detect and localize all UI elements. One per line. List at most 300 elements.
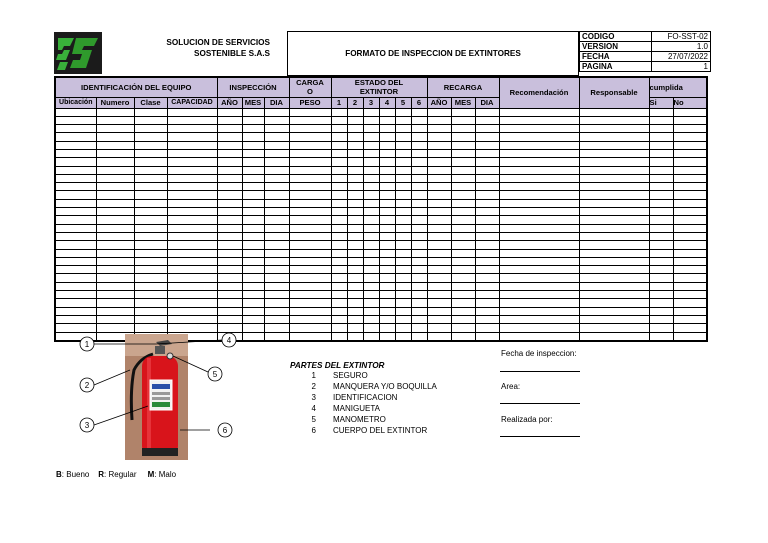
- table-cell[interactable]: [363, 241, 379, 249]
- table-cell[interactable]: [649, 174, 673, 182]
- table-cell[interactable]: [395, 174, 411, 182]
- table-cell[interactable]: [242, 149, 264, 157]
- table-cell[interactable]: [411, 141, 427, 149]
- table-cell[interactable]: [134, 208, 167, 216]
- table-cell[interactable]: [217, 291, 242, 299]
- table-cell[interactable]: [242, 282, 264, 290]
- table-cell[interactable]: [649, 116, 673, 124]
- table-cell[interactable]: [395, 141, 411, 149]
- table-cell[interactable]: [347, 249, 363, 257]
- table-cell[interactable]: [331, 307, 347, 315]
- table-cell[interactable]: [475, 249, 499, 257]
- table-cell[interactable]: [217, 174, 242, 182]
- table-cell[interactable]: [96, 183, 134, 191]
- table-cell[interactable]: [395, 232, 411, 240]
- table-cell[interactable]: [134, 282, 167, 290]
- table-cell[interactable]: [411, 257, 427, 265]
- table-cell[interactable]: [379, 332, 395, 341]
- table-cell[interactable]: [167, 299, 217, 307]
- table-cell[interactable]: [55, 216, 96, 224]
- table-cell[interactable]: [673, 249, 707, 257]
- table-cell[interactable]: [347, 166, 363, 174]
- table-cell[interactable]: [649, 324, 673, 332]
- table-cell[interactable]: [411, 307, 427, 315]
- table-cell[interactable]: [451, 108, 475, 116]
- table-cell[interactable]: [579, 307, 649, 315]
- table-cell[interactable]: [673, 133, 707, 141]
- table-cell[interactable]: [96, 315, 134, 323]
- table-cell[interactable]: [579, 274, 649, 282]
- table-cell[interactable]: [363, 249, 379, 257]
- table-cell[interactable]: [331, 216, 347, 224]
- table-cell[interactable]: [395, 208, 411, 216]
- table-cell[interactable]: [579, 299, 649, 307]
- table-cell[interactable]: [673, 307, 707, 315]
- table-cell[interactable]: [289, 183, 331, 191]
- table-cell[interactable]: [499, 149, 579, 157]
- table-cell[interactable]: [379, 241, 395, 249]
- table-cell[interactable]: [134, 232, 167, 240]
- table-cell[interactable]: [242, 125, 264, 133]
- table-cell[interactable]: [331, 141, 347, 149]
- table-cell[interactable]: [347, 141, 363, 149]
- table-cell[interactable]: [475, 332, 499, 341]
- table-cell[interactable]: [411, 158, 427, 166]
- table-cell[interactable]: [363, 315, 379, 323]
- table-cell[interactable]: [134, 108, 167, 116]
- table-cell[interactable]: [579, 249, 649, 257]
- table-cell[interactable]: [649, 282, 673, 290]
- table-cell[interactable]: [363, 282, 379, 290]
- table-cell[interactable]: [499, 241, 579, 249]
- table-cell[interactable]: [411, 174, 427, 182]
- table-cell[interactable]: [379, 199, 395, 207]
- table-cell[interactable]: [451, 232, 475, 240]
- table-cell[interactable]: [411, 249, 427, 257]
- table-cell[interactable]: [331, 291, 347, 299]
- table-cell[interactable]: [363, 324, 379, 332]
- table-cell[interactable]: [134, 191, 167, 199]
- table-cell[interactable]: [379, 216, 395, 224]
- table-cell[interactable]: [55, 141, 96, 149]
- table-cell[interactable]: [264, 158, 289, 166]
- table-cell[interactable]: [411, 133, 427, 141]
- table-cell[interactable]: [347, 282, 363, 290]
- table-cell[interactable]: [217, 224, 242, 232]
- table-cell[interactable]: [347, 291, 363, 299]
- table-cell[interactable]: [347, 332, 363, 341]
- table-cell[interactable]: [475, 315, 499, 323]
- table-cell[interactable]: [134, 299, 167, 307]
- table-cell[interactable]: [475, 257, 499, 265]
- table-cell[interactable]: [499, 183, 579, 191]
- table-cell[interactable]: [167, 257, 217, 265]
- table-cell[interactable]: [347, 232, 363, 240]
- table-cell[interactable]: [242, 291, 264, 299]
- table-cell[interactable]: [331, 282, 347, 290]
- table-cell[interactable]: [363, 174, 379, 182]
- table-cell[interactable]: [411, 232, 427, 240]
- table-cell[interactable]: [579, 191, 649, 199]
- table-cell[interactable]: [411, 183, 427, 191]
- table-cell[interactable]: [134, 315, 167, 323]
- table-cell[interactable]: [242, 257, 264, 265]
- table-cell[interactable]: [499, 166, 579, 174]
- table-cell[interactable]: [331, 332, 347, 341]
- table-cell[interactable]: [379, 232, 395, 240]
- table-cell[interactable]: [499, 257, 579, 265]
- table-cell[interactable]: [649, 274, 673, 282]
- table-cell[interactable]: [673, 332, 707, 341]
- table-cell[interactable]: [289, 266, 331, 274]
- table-cell[interactable]: [451, 216, 475, 224]
- table-cell[interactable]: [264, 266, 289, 274]
- table-cell[interactable]: [411, 149, 427, 157]
- table-cell[interactable]: [96, 125, 134, 133]
- table-cell[interactable]: [363, 141, 379, 149]
- table-cell[interactable]: [379, 183, 395, 191]
- table-cell[interactable]: [379, 141, 395, 149]
- table-cell[interactable]: [395, 216, 411, 224]
- table-cell[interactable]: [379, 299, 395, 307]
- table-cell[interactable]: [475, 307, 499, 315]
- table-cell[interactable]: [395, 241, 411, 249]
- table-cell[interactable]: [649, 232, 673, 240]
- table-cell[interactable]: [363, 108, 379, 116]
- table-cell[interactable]: [217, 216, 242, 224]
- table-cell[interactable]: [649, 216, 673, 224]
- table-cell[interactable]: [96, 166, 134, 174]
- table-cell[interactable]: [289, 199, 331, 207]
- table-cell[interactable]: [475, 324, 499, 332]
- table-cell[interactable]: [579, 266, 649, 274]
- table-cell[interactable]: [649, 241, 673, 249]
- table-cell[interactable]: [264, 141, 289, 149]
- table-cell[interactable]: [347, 266, 363, 274]
- table-cell[interactable]: [451, 141, 475, 149]
- table-cell[interactable]: [673, 149, 707, 157]
- table-cell[interactable]: [331, 208, 347, 216]
- table-cell[interactable]: [55, 158, 96, 166]
- table-cell[interactable]: [347, 199, 363, 207]
- table-cell[interactable]: [427, 282, 451, 290]
- table-cell[interactable]: [55, 257, 96, 265]
- table-cell[interactable]: [363, 133, 379, 141]
- table-cell[interactable]: [395, 291, 411, 299]
- table-cell[interactable]: [427, 274, 451, 282]
- table-cell[interactable]: [673, 266, 707, 274]
- table-cell[interactable]: [347, 133, 363, 141]
- table-cell[interactable]: [55, 208, 96, 216]
- table-cell[interactable]: [264, 249, 289, 257]
- table-cell[interactable]: [242, 274, 264, 282]
- table-cell[interactable]: [395, 199, 411, 207]
- table-cell[interactable]: [217, 133, 242, 141]
- table-cell[interactable]: [427, 216, 451, 224]
- table-cell[interactable]: [242, 166, 264, 174]
- table-cell[interactable]: [499, 108, 579, 116]
- table-cell[interactable]: [475, 191, 499, 199]
- table-cell[interactable]: [363, 307, 379, 315]
- table-cell[interactable]: [499, 216, 579, 224]
- table-cell[interactable]: [499, 274, 579, 282]
- table-cell[interactable]: [55, 315, 96, 323]
- table-cell[interactable]: [363, 199, 379, 207]
- table-cell[interactable]: [395, 158, 411, 166]
- table-cell[interactable]: [475, 133, 499, 141]
- table-cell[interactable]: [427, 108, 451, 116]
- table-cell[interactable]: [451, 266, 475, 274]
- table-cell[interactable]: [427, 116, 451, 124]
- table-cell[interactable]: [427, 324, 451, 332]
- table-cell[interactable]: [55, 224, 96, 232]
- table-cell[interactable]: [289, 307, 331, 315]
- table-cell[interactable]: [55, 149, 96, 157]
- table-cell[interactable]: [217, 299, 242, 307]
- table-cell[interactable]: [579, 315, 649, 323]
- table-cell[interactable]: [242, 199, 264, 207]
- table-cell[interactable]: [363, 183, 379, 191]
- table-cell[interactable]: [427, 266, 451, 274]
- table-cell[interactable]: [217, 249, 242, 257]
- table-cell[interactable]: [395, 149, 411, 157]
- table-cell[interactable]: [242, 133, 264, 141]
- table-cell[interactable]: [411, 241, 427, 249]
- table-cell[interactable]: [379, 224, 395, 232]
- table-cell[interactable]: [411, 299, 427, 307]
- table-cell[interactable]: [579, 241, 649, 249]
- table-cell[interactable]: [451, 291, 475, 299]
- table-cell[interactable]: [579, 166, 649, 174]
- table-cell[interactable]: [499, 224, 579, 232]
- table-cell[interactable]: [475, 141, 499, 149]
- table-cell[interactable]: [499, 191, 579, 199]
- table-cell[interactable]: [395, 249, 411, 257]
- table-cell[interactable]: [451, 332, 475, 341]
- table-cell[interactable]: [242, 307, 264, 315]
- table-cell[interactable]: [427, 249, 451, 257]
- table-cell[interactable]: [579, 141, 649, 149]
- table-cell[interactable]: [411, 108, 427, 116]
- table-cell[interactable]: [499, 158, 579, 166]
- table-cell[interactable]: [579, 125, 649, 133]
- table-cell[interactable]: [289, 108, 331, 116]
- table-cell[interactable]: [167, 208, 217, 216]
- table-cell[interactable]: [499, 141, 579, 149]
- table-cell[interactable]: [96, 249, 134, 257]
- table-cell[interactable]: [579, 158, 649, 166]
- table-cell[interactable]: [167, 249, 217, 257]
- table-cell[interactable]: [427, 191, 451, 199]
- table-cell[interactable]: [363, 166, 379, 174]
- table-cell[interactable]: [331, 274, 347, 282]
- table-cell[interactable]: [96, 149, 134, 157]
- table-cell[interactable]: [379, 133, 395, 141]
- table-cell[interactable]: [331, 241, 347, 249]
- table-cell[interactable]: [264, 216, 289, 224]
- table-cell[interactable]: [96, 141, 134, 149]
- table-cell[interactable]: [217, 166, 242, 174]
- table-cell[interactable]: [331, 158, 347, 166]
- table-cell[interactable]: [55, 282, 96, 290]
- table-cell[interactable]: [379, 307, 395, 315]
- table-cell[interactable]: [499, 133, 579, 141]
- table-cell[interactable]: [264, 324, 289, 332]
- table-cell[interactable]: [379, 158, 395, 166]
- table-cell[interactable]: [264, 116, 289, 124]
- table-cell[interactable]: [134, 133, 167, 141]
- table-cell[interactable]: [451, 257, 475, 265]
- table-cell[interactable]: [427, 208, 451, 216]
- table-cell[interactable]: [579, 257, 649, 265]
- table-cell[interactable]: [649, 224, 673, 232]
- table-cell[interactable]: [347, 224, 363, 232]
- table-cell[interactable]: [475, 166, 499, 174]
- table-cell[interactable]: [673, 141, 707, 149]
- table-cell[interactable]: [134, 183, 167, 191]
- table-cell[interactable]: [347, 174, 363, 182]
- table-cell[interactable]: [289, 249, 331, 257]
- table-cell[interactable]: [451, 199, 475, 207]
- table-cell[interactable]: [331, 166, 347, 174]
- table-cell[interactable]: [96, 274, 134, 282]
- table-cell[interactable]: [96, 241, 134, 249]
- table-cell[interactable]: [411, 191, 427, 199]
- table-cell[interactable]: [649, 108, 673, 116]
- table-cell[interactable]: [451, 183, 475, 191]
- table-cell[interactable]: [289, 324, 331, 332]
- table-cell[interactable]: [363, 274, 379, 282]
- table-cell[interactable]: [427, 133, 451, 141]
- table-cell[interactable]: [289, 141, 331, 149]
- table-cell[interactable]: [411, 199, 427, 207]
- table-cell[interactable]: [167, 232, 217, 240]
- table-cell[interactable]: [55, 191, 96, 199]
- table-cell[interactable]: [673, 274, 707, 282]
- table-cell[interactable]: [96, 174, 134, 182]
- table-cell[interactable]: [217, 282, 242, 290]
- table-cell[interactable]: [96, 158, 134, 166]
- table-cell[interactable]: [55, 116, 96, 124]
- table-cell[interactable]: [451, 274, 475, 282]
- table-cell[interactable]: [331, 249, 347, 257]
- table-cell[interactable]: [499, 232, 579, 240]
- table-cell[interactable]: [499, 332, 579, 341]
- table-cell[interactable]: [96, 216, 134, 224]
- table-cell[interactable]: [264, 315, 289, 323]
- table-cell[interactable]: [363, 216, 379, 224]
- table-cell[interactable]: [217, 149, 242, 157]
- table-cell[interactable]: [579, 232, 649, 240]
- table-cell[interactable]: [167, 241, 217, 249]
- table-cell[interactable]: [167, 199, 217, 207]
- table-cell[interactable]: [475, 232, 499, 240]
- table-cell[interactable]: [411, 224, 427, 232]
- table-cell[interactable]: [347, 257, 363, 265]
- table-cell[interactable]: [134, 216, 167, 224]
- table-cell[interactable]: [347, 125, 363, 133]
- table-cell[interactable]: [363, 291, 379, 299]
- table-cell[interactable]: [579, 332, 649, 341]
- table-cell[interactable]: [411, 274, 427, 282]
- table-cell[interactable]: [217, 274, 242, 282]
- table-cell[interactable]: [363, 116, 379, 124]
- table-cell[interactable]: [264, 191, 289, 199]
- table-cell[interactable]: [289, 125, 331, 133]
- table-cell[interactable]: [649, 158, 673, 166]
- table-cell[interactable]: [649, 166, 673, 174]
- table-cell[interactable]: [673, 232, 707, 240]
- table-cell[interactable]: [217, 191, 242, 199]
- table-cell[interactable]: [395, 274, 411, 282]
- table-cell[interactable]: [379, 315, 395, 323]
- table-cell[interactable]: [134, 274, 167, 282]
- table-cell[interactable]: [347, 208, 363, 216]
- table-cell[interactable]: [451, 249, 475, 257]
- table-cell[interactable]: [579, 174, 649, 182]
- table-cell[interactable]: [411, 332, 427, 341]
- table-cell[interactable]: [264, 183, 289, 191]
- table-cell[interactable]: [673, 291, 707, 299]
- table-cell[interactable]: [649, 315, 673, 323]
- table-cell[interactable]: [395, 183, 411, 191]
- table-cell[interactable]: [347, 108, 363, 116]
- table-cell[interactable]: [347, 307, 363, 315]
- table-cell[interactable]: [167, 191, 217, 199]
- table-cell[interactable]: [475, 108, 499, 116]
- table-cell[interactable]: [331, 133, 347, 141]
- table-cell[interactable]: [289, 116, 331, 124]
- table-cell[interactable]: [379, 291, 395, 299]
- table-cell[interactable]: [579, 282, 649, 290]
- table-cell[interactable]: [379, 174, 395, 182]
- table-cell[interactable]: [451, 149, 475, 157]
- table-cell[interactable]: [331, 183, 347, 191]
- table-cell[interactable]: [134, 158, 167, 166]
- table-cell[interactable]: [673, 199, 707, 207]
- table-cell[interactable]: [451, 191, 475, 199]
- table-cell[interactable]: [242, 208, 264, 216]
- table-cell[interactable]: [289, 158, 331, 166]
- table-cell[interactable]: [331, 232, 347, 240]
- table-cell[interactable]: [427, 332, 451, 341]
- table-cell[interactable]: [347, 149, 363, 157]
- table-cell[interactable]: [289, 274, 331, 282]
- table-cell[interactable]: [55, 307, 96, 315]
- table-cell[interactable]: [242, 266, 264, 274]
- table-cell[interactable]: [289, 332, 331, 341]
- table-cell[interactable]: [331, 324, 347, 332]
- table-cell[interactable]: [96, 299, 134, 307]
- table-cell[interactable]: [499, 125, 579, 133]
- table-cell[interactable]: [673, 108, 707, 116]
- table-cell[interactable]: [379, 116, 395, 124]
- table-cell[interactable]: [475, 299, 499, 307]
- table-cell[interactable]: [395, 282, 411, 290]
- table-cell[interactable]: [475, 241, 499, 249]
- table-cell[interactable]: [289, 315, 331, 323]
- table-cell[interactable]: [379, 266, 395, 274]
- table-cell[interactable]: [379, 191, 395, 199]
- table-cell[interactable]: [451, 307, 475, 315]
- table-cell[interactable]: [134, 266, 167, 274]
- table-cell[interactable]: [167, 266, 217, 274]
- table-cell[interactable]: [579, 149, 649, 157]
- table-cell[interactable]: [167, 133, 217, 141]
- table-cell[interactable]: [579, 224, 649, 232]
- table-cell[interactable]: [475, 199, 499, 207]
- table-cell[interactable]: [55, 249, 96, 257]
